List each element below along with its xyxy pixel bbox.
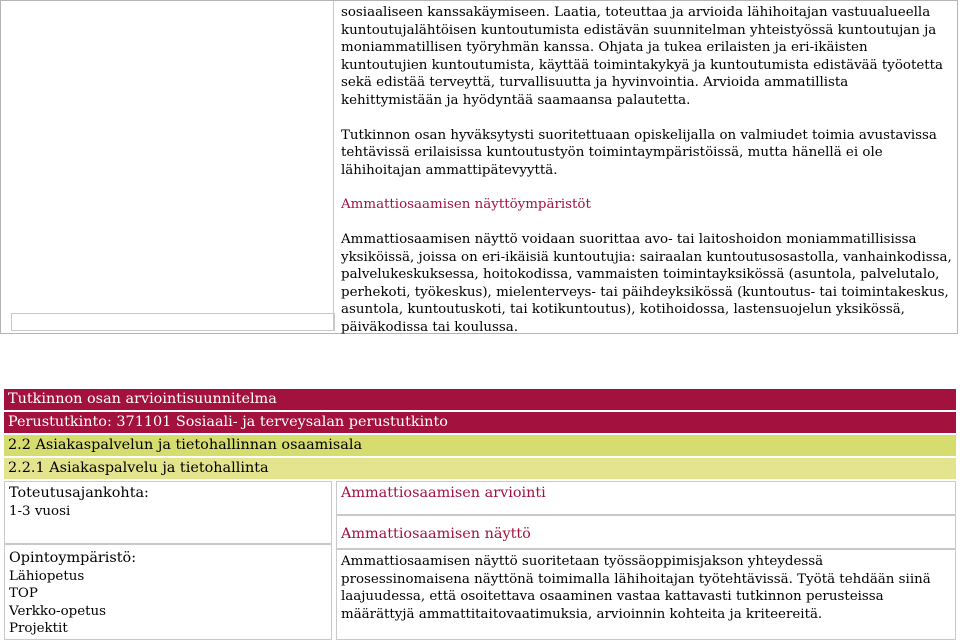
assessment-cell xyxy=(336,481,956,515)
section-title: 2.2 Asiakaspalvelun ja tietohallinnan osaamisala xyxy=(8,437,363,453)
environment-label: Opintoympäristö: xyxy=(9,550,137,566)
duration-cell xyxy=(4,481,332,544)
demo-environments-text: Ammattiosaamisen näyttö voidaan suorittaa avo- tai laitoshoidon moniammatillisissa yksiköissä, joissa on eri-ikäisiä kuntoutujia: sairaalan kuntoutusosastolla, vanhainkodissa, palvelukeskuksessa, hoitokodissa, vammaisten toimintayksikössä (asuntola, palvelutalo, perhekoti, työkeskus), mielenterveys- tai päihdeyksikössä (kuntoutus- tai toimintakeskus, asuntola, kuntoutuskoti, tai kotikuntoutus), kotihoidossa, lastensuojelun yksikössä, päiväkodissa tai koulussa. xyxy=(341,231,952,335)
description-label-inner xyxy=(11,313,335,331)
demo-environments-heading: Ammattiosaamisen näyttöympäristöt xyxy=(341,197,591,213)
plan-title: Tutkinnon osan arviointisuunnitelma xyxy=(8,391,277,407)
duration-value: 1-3 vuosi xyxy=(9,503,71,519)
environment-item: Verkko-opetus xyxy=(9,603,107,619)
subsection-band xyxy=(4,458,956,479)
description-label-cell xyxy=(5,1,334,331)
demo-text: Ammattiosaamisen näyttö suoritetaan työssäoppimisjakson yhteydessä prosessinomaisena näyttönä toimimalla lähihoitajan työtehtävissä. Työtä tehdään siinä laajuudessa, että osoitettava osaaminen vastaa kattavasti tutkinnon perusteissa määrättyjä ammattitaitovaatimuksia, arvioinnin kohteita ja kriteereitä. xyxy=(341,554,931,622)
environment-item: Lähiopetus xyxy=(9,568,85,584)
assessment-heading: Ammattiosaamisen arviointi xyxy=(341,485,546,501)
environment-cell xyxy=(4,544,332,640)
duration-label: Toteutusajankohta: xyxy=(9,485,149,501)
demo-heading-cell xyxy=(336,515,956,549)
competence-goals-text: sosiaaliseen kanssakäymiseen. Laatia, toteuttaa ja arvioida lähihoitajan vastuualueella kuntoutujalähtöisen kuntoutumista edistävän suunnitelman yhteistyössä kuntoutujan ja moniammatillisen työryhmän kanssa. Ohjata ja tukea erilaisten ja eri-ikäisten kuntoutujien kuntoutumista, käyttää toimintakykyä ja kuntoutumista edistävää työotetta sekä edistää terveyttä, turvallisuutta ja hyvinvointia. Arvioida ammatillista kehittymistään ja hyödyntää saamaansa palautetta. xyxy=(341,5,944,108)
environment-item: Projektit xyxy=(9,621,68,636)
degree-band xyxy=(4,412,956,433)
environment-item: TOP xyxy=(9,586,38,601)
description-content xyxy=(341,4,953,354)
assessment-plan xyxy=(4,389,956,481)
demo-heading: Ammattiosaamisen näyttö xyxy=(341,526,531,542)
degree-title: Perustutkinto: 371101 Sosiaali- ja terveysalan perustutkinto xyxy=(8,414,448,430)
demo-text-cell xyxy=(336,549,956,640)
plan-left-column xyxy=(4,481,332,640)
plan-title-band xyxy=(4,389,956,410)
plan-details xyxy=(4,481,956,640)
section-band xyxy=(4,435,956,456)
plan-right-column xyxy=(336,481,956,640)
subsection-title: 2.2.1 Asiakaspalvelu ja tietohallinta xyxy=(8,460,269,476)
completion-outcome-text: Tutkinnon osan hyväksytysti suoritettuaan opiskelijalla on valmiudet toimia avustavissa tehtävissä erilaisissa kuntoutustyön toimintaympäristöissä, mutta hänellä ei ole lähihoitajan ammattipätevyyttä. xyxy=(341,127,937,178)
